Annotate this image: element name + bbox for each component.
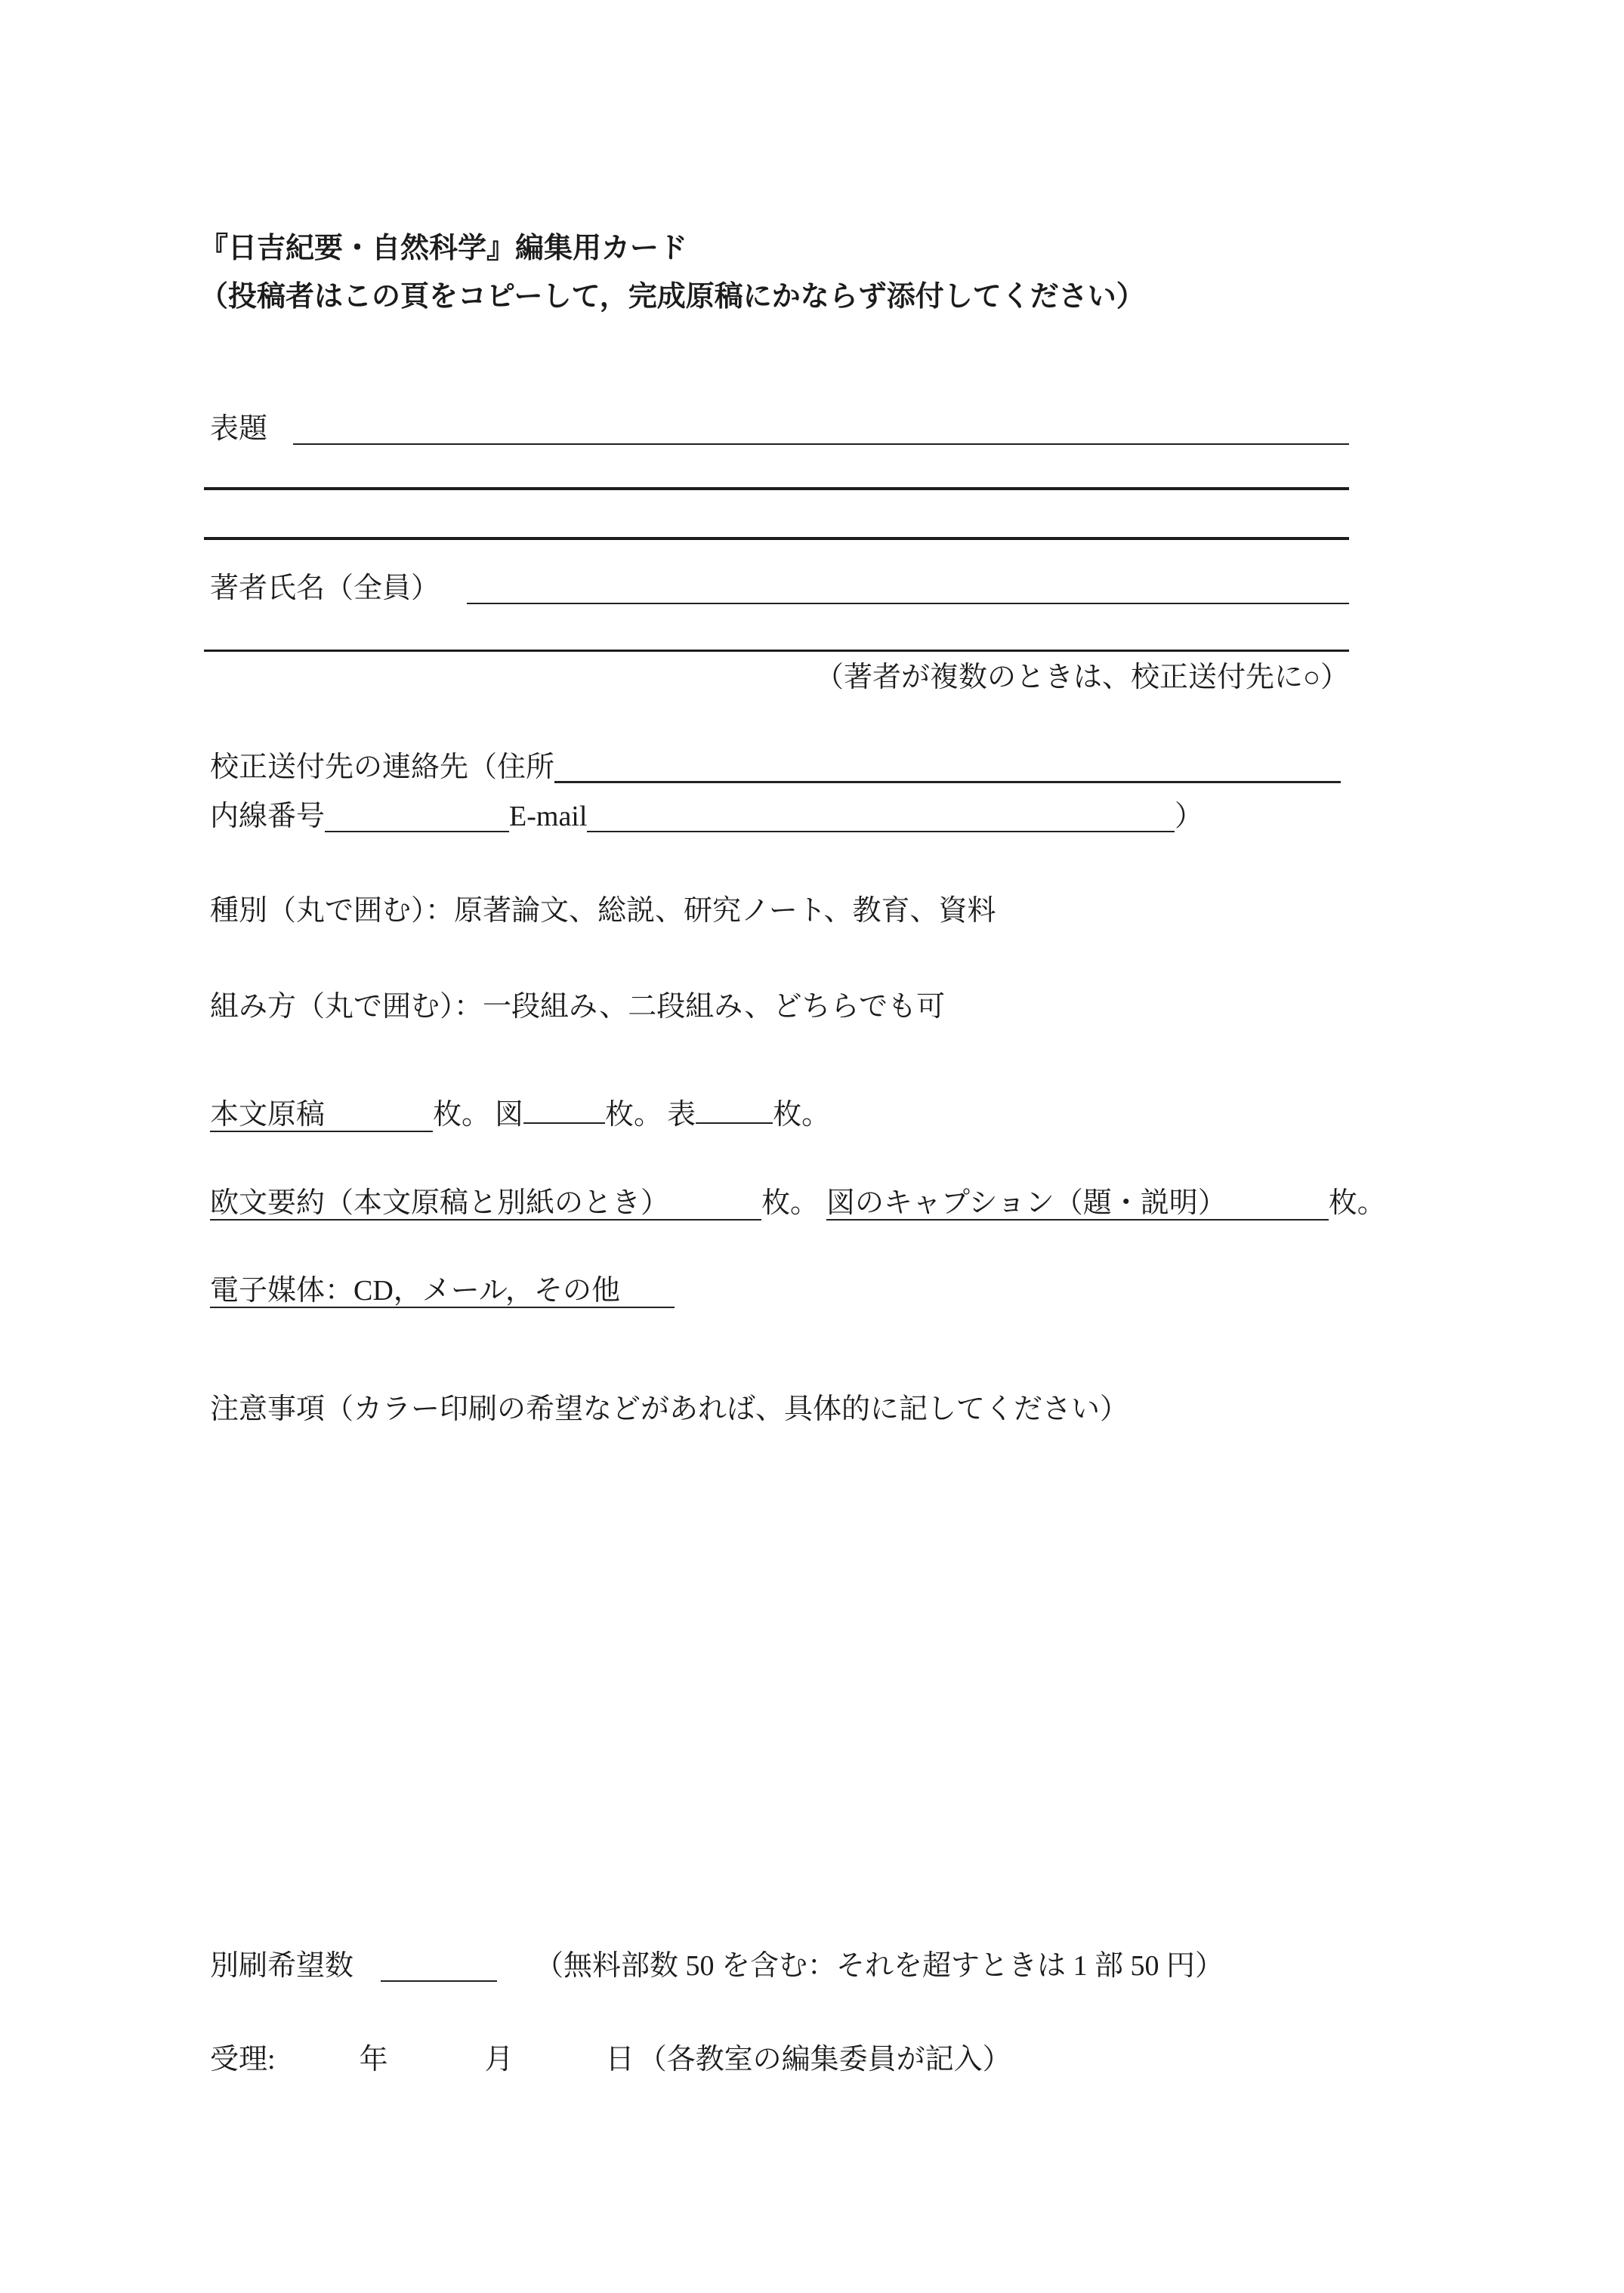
page-title: 『日吉紀要・自然科学』編集用カード <box>199 233 688 264</box>
abstract-caption-row <box>210 1187 1386 1221</box>
day-label: 日 <box>605 2044 634 2075</box>
media-underlined-segment <box>210 1275 675 1308</box>
sheets-suffix: 枚。 <box>605 1099 663 1131</box>
authors-extra-line <box>204 650 1349 652</box>
authors-write-line <box>467 571 1349 604</box>
caption-underlined-segment <box>826 1187 1329 1221</box>
sheets-suffix: 枚。 <box>773 1099 831 1131</box>
accepted-row <box>210 2044 1011 2075</box>
title-extra-line-2 <box>204 537 1349 540</box>
notes-line: 注意事項（カラー印刷の希望などがあれば、具体的に記してください） <box>210 1393 1129 1425</box>
sheets-suffix: 枚。 <box>433 1099 491 1131</box>
accepted-note: （各教室の編集委員が記入） <box>638 2044 1011 2075</box>
figure-label: 図 <box>495 1099 524 1131</box>
manuscript-count-blank <box>325 1123 433 1124</box>
category-line: 種別（丸で囲む）：原著論文、総説、研究ノート、教育、資料 <box>210 895 996 927</box>
media-row <box>210 1275 675 1308</box>
page-subtitle: （投稿者はこの頁をコピーして，完成原稿にかならず添付してください） <box>199 281 1145 313</box>
reprint-note: （無料部数 50 を含む：それを超すときは 1 部 50 円） <box>535 1950 1224 1982</box>
manuscript-counts-row <box>210 1091 830 1132</box>
extension-email-row <box>210 799 1203 832</box>
table-label: 表 <box>667 1099 696 1131</box>
title-write-line <box>293 412 1349 445</box>
accepted-label: 受理: <box>210 2044 276 2075</box>
title-extra-line-1 <box>204 487 1349 490</box>
sheets-suffix: 枚。 <box>1328 1187 1386 1219</box>
figure-count-blank <box>523 1091 605 1124</box>
email-write-line <box>587 799 1175 832</box>
extension-label: 内線番号 <box>210 801 326 832</box>
media-other-blank <box>620 1299 675 1300</box>
layout-line: 組み方（丸で囲む）：一段組み、二段組み、どちらでも可 <box>210 991 946 1023</box>
manuscript-underlined-segment <box>210 1099 433 1132</box>
reprint-count-blank <box>381 1949 497 1982</box>
caption-label: 図のキャプション（題・説明） <box>826 1187 1227 1219</box>
reprint-label: 別刷希望数 <box>210 1950 354 1982</box>
authors-field-row <box>210 571 1349 604</box>
abstract-underlined-segment <box>210 1187 761 1221</box>
sheets-suffix: 枚。 <box>761 1187 820 1219</box>
reprint-row <box>210 1949 1224 1982</box>
closing-paren: ） <box>1174 801 1203 832</box>
authors-field-label: 著者氏名（全員） <box>210 572 440 604</box>
email-label: E-mail <box>509 801 588 832</box>
abstract-count-blank <box>669 1211 761 1212</box>
abstract-label: 欧文要約（本文原稿と別紙のとき） <box>210 1187 670 1219</box>
proof-contact-row <box>210 749 1341 783</box>
address-write-line <box>554 749 1341 783</box>
table-count-blank <box>696 1091 773 1124</box>
manuscript-label: 本文原稿 <box>210 1099 326 1131</box>
month-label: 月 <box>484 2044 514 2075</box>
authors-note: （著者が複数のときは、校正送付先に○） <box>815 662 1349 693</box>
extension-write-line <box>325 799 509 832</box>
year-label: 年 <box>359 2044 388 2075</box>
title-field-label: 表題 <box>210 413 268 445</box>
caption-count-blank <box>1227 1211 1329 1212</box>
title-field-row <box>210 412 1349 445</box>
proof-contact-label: 校正送付先の連絡先（住所 <box>210 751 555 783</box>
media-label: 電子媒体：CD，メール，その他 <box>210 1275 620 1307</box>
